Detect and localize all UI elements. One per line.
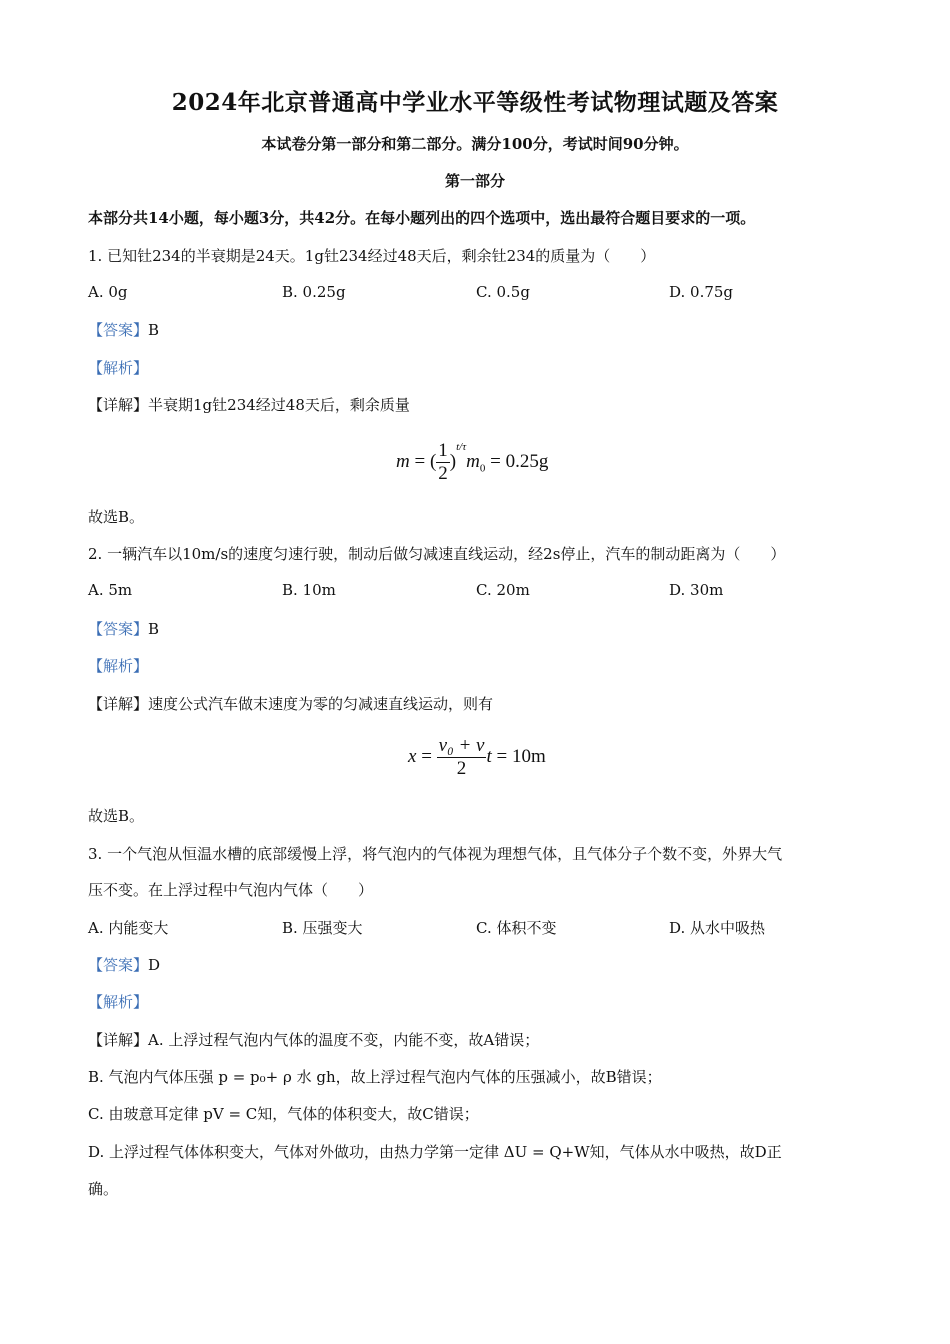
question-2-conclusion: 故选B。	[88, 807, 145, 825]
question-1-option-c: C. 0.5g	[476, 283, 530, 301]
question-3-option-a: A. 内能变大	[88, 919, 169, 937]
question-3-option-d: D. 从水中吸热	[669, 919, 766, 937]
question-2-analysis-label: 【解析】	[88, 657, 149, 675]
question-2-option-d: D. 30m	[669, 581, 724, 599]
question-3-option-b: B. 压强变大	[282, 919, 363, 937]
question-3-answer: 【答案】D	[88, 956, 161, 974]
detail-label: 【详解】	[88, 396, 149, 414]
question-3-detail-c: C. 由玻意耳定律 pV = C知，气体的体积变大，故C错误；	[88, 1105, 479, 1123]
question-2-formula: x = $\frac{\text{v₀ + v}}{2}$ t = 10m	[408, 735, 546, 779]
question-1-option-a: A. 0g	[88, 283, 128, 301]
page-title: 2024年北京普通高中学业水平等级性考试物理试题及答案	[171, 89, 779, 116]
question-3-stem-line-1: 3. 一个气泡从恒温水槽的底部缓慢上浮，将气泡内的气体视为理想气体，且气体分子个数不变，外界大气	[88, 845, 783, 863]
question-3-detail-a: 【详解】A. 上浮过程气泡内气体的温度不变，内能不变，故A错误；	[88, 1031, 540, 1049]
question-2-option-c: C. 20m	[476, 581, 530, 599]
question-1-conclusion: 故选B。	[88, 508, 145, 526]
question-1-answer	[88, 319, 159, 340]
exam-info: 本试卷分第一部分和第二部分。满分100分，考试时间90分钟。	[261, 135, 689, 153]
question-1-option-b: B. 0.25g	[282, 283, 346, 301]
question-3-detail-d-line-1: D. 上浮过程气体体积变大，气体对外做功，由热力学第一定律 ΔU = Q+W知，气体从水中吸热，故D正	[88, 1143, 782, 1161]
question-3-stem-line-2: 压不变。在上浮过程中气泡内气体（ ）	[88, 881, 374, 899]
question-1-formula: m = ( $\frac{1}{2}$ )$^{t/\tau}m_0 = 0.25g$	[396, 440, 549, 484]
answer-label: 【答案】	[88, 321, 149, 339]
question-1-stem: 1. 已知钍234的半衰期是24天。1g钍234经过48天后，剩余钍234的质量为（ ）	[88, 247, 656, 265]
question-1-detail: 【详解】半衰期1g钍234经过48天后，剩余质量	[88, 396, 410, 414]
question-3-detail-d-line-2: 确。	[88, 1180, 119, 1198]
question-3-detail-b: B. 气泡内气体压强 p = p₀+ ρ 水 gh，故上浮过程气泡内气体的压强减小，故B错误；	[88, 1068, 662, 1086]
question-2-detail: 【详解】速度公式汽车做末速度为零的匀减速直线运动，则有	[88, 695, 494, 713]
question-2-stem: 2. 一辆汽车以10m/s的速度匀速行驶，制动后做匀减速直线运动，经2s停止，汽车的制动距离为（ ）	[88, 545, 786, 563]
section-instruction: 本部分共14小题，每小题3分，共42分。在每小题列出的四个选项中，选出最符合题目要求的一项。	[88, 209, 756, 227]
question-2-option-a: A. 5m	[88, 581, 133, 599]
question-1-analysis-label: 【解析】	[88, 359, 149, 377]
question-2-option-b: B. 10m	[282, 581, 336, 599]
question-2-answer: 【答案】B	[88, 620, 160, 638]
question-3-analysis-label: 【解析】	[88, 993, 149, 1011]
section-title: 第一部分	[444, 172, 505, 190]
answer-value: B	[148, 321, 160, 339]
question-3-option-c: C. 体积不变	[476, 919, 557, 937]
question-1-option-d: D. 0.75g	[669, 283, 734, 301]
